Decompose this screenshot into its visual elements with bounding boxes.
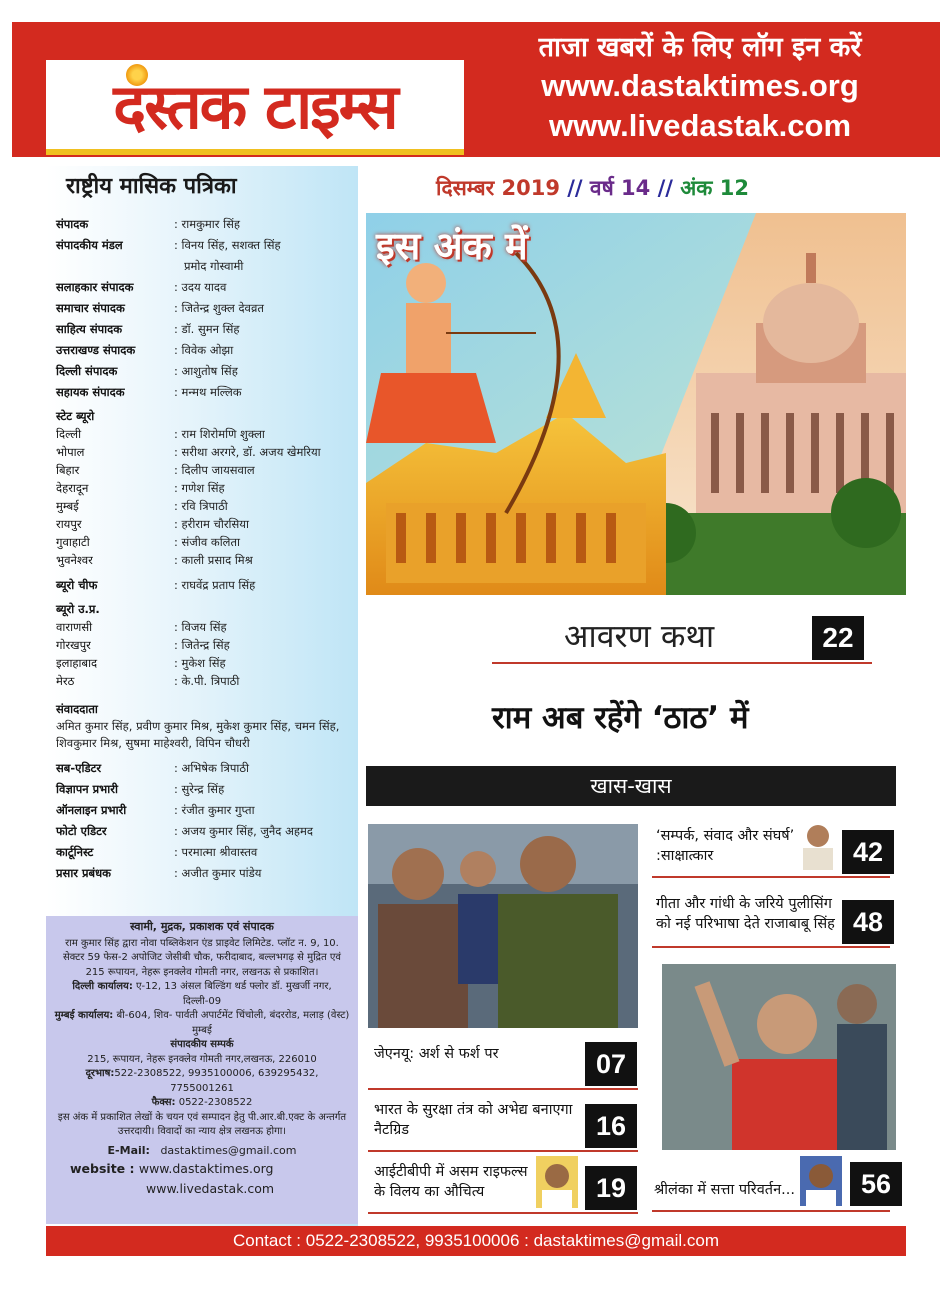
website-link[interactable]: www.dastaktimes.org [138, 1161, 274, 1176]
city: भोपाल [56, 445, 85, 459]
section-title: ब्यूरो उ.प्र. [56, 602, 100, 616]
contact-title: संपादकीय सम्पर्क [170, 1039, 234, 1050]
fax: फैक्स: 0522-2308522 [151, 1097, 253, 1108]
staff-name: : विवेक ओझा [174, 343, 234, 357]
city: दिल्ली [56, 427, 82, 441]
story-title: भारत के सुरक्षा तंत्र को अभेद्य बनाएगा नैटग्रिड [374, 1102, 573, 1138]
staff-role: सब-एडिटर [56, 761, 102, 775]
page-number-badge: 22 [812, 616, 864, 660]
staff-name: : रामकुमार सिंह [174, 217, 240, 231]
cover-story-label: आवरण कथा [564, 617, 715, 655]
city: वाराणसी [56, 620, 93, 634]
correspondents-list: अमित कुमार सिंह, प्रवीण कुमार मिश्र, मुकेश कुमार सिंह, चमन सिंह, शिवकुमार मिश्र, सुषमा माहेश्वरी, विपिन चौधरी [56, 719, 340, 750]
issue-month: दिसम्बर 2019 [436, 176, 560, 200]
staff-role: सहायक संपादक [56, 385, 125, 399]
city: गुवाहाटी [56, 535, 90, 549]
staff-role: ऑनलाइन प्रभारी [56, 803, 127, 817]
story-link[interactable] [374, 1100, 574, 1140]
staff-name: : अजय कुमार सिंह, जुनैद अहमद [174, 824, 313, 838]
jnu-photo[interactable] [368, 824, 638, 1028]
staff-role: सलाहकार संपादक [56, 280, 134, 294]
divider [368, 1212, 638, 1214]
contact-footer: Contact : 0522-2308522, 9935100006 : dastaktimes@gmail.com [46, 1226, 906, 1256]
staff-list [56, 214, 356, 884]
logo-text: दस्तक टाइम्स [113, 70, 397, 143]
publisher-info-box [46, 916, 358, 1224]
publisher-title: स्वामी, मुद्रक, प्रकाशक एवं संपादक [130, 920, 274, 933]
staff-name: : जितेन्द्र शुक्ल देवव्रत [174, 301, 264, 315]
story-link[interactable] [654, 1180, 798, 1200]
staff-name: : जितेन्द्र सिंह [174, 638, 230, 652]
website-link-2[interactable]: www.livedastak.com [548, 108, 852, 143]
story-link[interactable] [374, 1162, 536, 1202]
staff-name: : हरीराम चौरसिया [174, 517, 249, 531]
staff-role: उत्तराखण्ड संपादक [56, 343, 136, 357]
city: देहरादून [56, 481, 89, 495]
divider [368, 1150, 638, 1152]
city: भुवनेश्वर [56, 553, 93, 567]
phone: दूरभाष:522-2308522, 9935100006, 639295432, 7755001261 [85, 1068, 319, 1094]
website-link[interactable]: www.livedastak.com [146, 1181, 275, 1196]
page-number-badge: 19 [585, 1166, 637, 1210]
staff-name: : उदय यादव [174, 280, 227, 294]
city: इलाहाबाद [56, 656, 98, 670]
staff-name: : परमात्मा श्रीवास्तव [174, 845, 258, 859]
staff-role: फोटो एडिटर [56, 824, 107, 838]
header-promo [480, 30, 920, 146]
staff-role: संपादकीय मंडल [56, 238, 123, 252]
staff-role: दिल्ली संपादक [56, 364, 118, 378]
divider [652, 876, 890, 878]
story-title: आईटीबीपी में असम राइफल्स के विलय का औचित्य [374, 1164, 528, 1200]
logo [46, 60, 464, 155]
staff-name: : आशुतोष सिंह [174, 364, 238, 378]
staff-role: ब्यूरो चीफ [56, 578, 98, 592]
staff-name: : दिलीप जायसवाल [174, 463, 255, 477]
sri-lanka-photo[interactable] [662, 964, 896, 1150]
mumbai-office: मुम्बई कार्यालय: बी-604, शिव- पार्वती अपार्टमेंट चिंचोली, बंदररोड, मलाड़ (वेस्ट) मुम्बई [54, 1010, 350, 1036]
website-block: website : www.dastaktimes.org [70, 1161, 274, 1176]
story-title: गीता और गांधी के जरिये पुलीसिंग को नई परिभाषा देते राजाबाबू सिंह [656, 896, 835, 932]
email: E-Mail: dastaktimes@gmail.com [107, 1143, 297, 1157]
story-title: श्रीलंका में सत्ता परिवर्तन... [654, 1182, 795, 1198]
page-number-badge: 16 [585, 1104, 637, 1148]
issue-number: अंक 12 [680, 176, 749, 200]
special-section-header: खास-खास [366, 766, 896, 806]
cover-image[interactable] [366, 213, 906, 595]
disclaimer: इस अंक में प्रकाशित लेखों के चयन एवं सम्पादन हेतु पी.आर.बी.एक्ट के अन्तर्गत उत्तरदायी। विवादों का न्याय क्षेत्र लखनऊ होगा। [57, 1111, 347, 1137]
divider [652, 1210, 890, 1212]
website-link-1[interactable]: www.dastaktimes.org [541, 68, 859, 103]
page-number-badge: 07 [585, 1042, 637, 1086]
city: मुम्बई [56, 499, 79, 513]
story-link[interactable] [656, 894, 836, 934]
promo-line: ताजा खबरों के लिए लॉग इन करें [538, 32, 862, 63]
author-thumbnail [536, 1156, 578, 1208]
staff-name: : रवि त्रिपाठी [174, 499, 228, 513]
staff-name: : राम शिरोमणि शुक्ला [174, 427, 265, 441]
staff-name: : गणेश सिंह [174, 481, 225, 495]
staff-role: प्रसार प्रबंधक [56, 866, 112, 880]
story-title: ‘सम्पर्क, संवाद और संघर्ष’ :साक्षात्कार [656, 828, 795, 864]
contact-address: 215, रूपायन, नेहरू इनक्लेव गोमती नगर,लखनऊ, 226010 [87, 1053, 317, 1065]
city: बिहार [56, 463, 80, 477]
story-title: जेएनयू: अर्श से फर्श पर [374, 1046, 499, 1062]
page-number-badge: 56 [850, 1162, 902, 1206]
cover-story-link[interactable] [492, 612, 872, 664]
publisher-body: राम कुमार सिंह द्वारा नोवा पब्लिकेशन एंड प्राइवेट लिमिटेड. प्लॉट न. 9, 10. सेक्टर 59 फेस-2 अपोजिट जेसीबी चौक, फरीदाबाद, बल्लभगढ़ से मुद्रित एवं 215 रूपायन, नेहरू इनक्लेव गोमती नगर, लखनऊ से प्रकाशित। [63, 937, 341, 978]
staff-name: : सुरेन्द्र सिंह [174, 782, 225, 796]
staff-role: साहित्य संपादक [56, 322, 123, 336]
story-link[interactable] [374, 1044, 574, 1064]
divider [368, 1088, 638, 1090]
staff-name: : रंजीत कुमार गुप्ता [174, 803, 255, 817]
issue-year: वर्ष 14 [589, 176, 651, 200]
staff-role: विज्ञापन प्रभारी [56, 782, 118, 796]
staff-name: : मन्मथ मल्लिक [174, 385, 242, 399]
page-number-badge: 42 [842, 830, 894, 874]
in-this-issue-title: इस अंक में [376, 224, 528, 268]
staff-role: कार्टूनिस्ट [56, 845, 94, 859]
staff-role: संपादक [56, 217, 89, 231]
city: रायपुर [56, 517, 82, 531]
email-link[interactable]: dastaktimes@gmail.com [160, 1143, 297, 1157]
staff-name: : सरीथा अरगरे, डॉ. अजय खेमरिया [174, 445, 321, 459]
staff-role: समाचार संपादक [56, 301, 125, 315]
divider [652, 946, 890, 948]
staff-name: : काली प्रसाद मिश्र [174, 553, 253, 567]
staff-name: : अभिषेक त्रिपाठी [174, 761, 250, 775]
staff-name: : के.पी. त्रिपाठी [174, 674, 240, 688]
cover-headline: राम अब रहेंगे ‘ठाठ’ में [492, 700, 749, 736]
delhi-office: दिल्ली कार्यालय: ए-12, 13 अंसल बिल्डिंग थर्ड फ्लोर डॉ. मुखर्जी नगर, दिल्ली-09 [72, 981, 332, 1007]
staff-name: : विनय सिंह, सशक्त सिंह [174, 238, 281, 252]
city: मेरठ [56, 674, 75, 688]
section-title: संवाददाता [56, 702, 98, 716]
section-title: स्टेट ब्यूरो [56, 409, 95, 423]
staff-name: प्रमोद गोस्वामी [184, 259, 244, 273]
issue-info: दिसम्बर 2019 // वर्ष 14 // अंक 12 [436, 176, 749, 200]
city: गोरखपुर [56, 638, 91, 652]
staff-name: : राघवेंद्र प्रताप सिंह [174, 578, 256, 592]
staff-name: : डॉ. सुमन सिंह [174, 322, 240, 336]
staff-name: : विजय सिंह [174, 620, 227, 634]
staff-name: : अजीत कुमार पांडेय [174, 866, 262, 880]
story-link[interactable] [656, 826, 796, 866]
staff-name: : संजीव कलिता [174, 535, 241, 549]
author-thumbnail [800, 1156, 842, 1206]
page-number-badge: 48 [842, 900, 894, 944]
staff-name: : मुकेश सिंह [174, 656, 226, 670]
tagline: राष्ट्रीय मासिक पत्रिका [66, 174, 237, 199]
author-thumbnail [797, 818, 839, 870]
